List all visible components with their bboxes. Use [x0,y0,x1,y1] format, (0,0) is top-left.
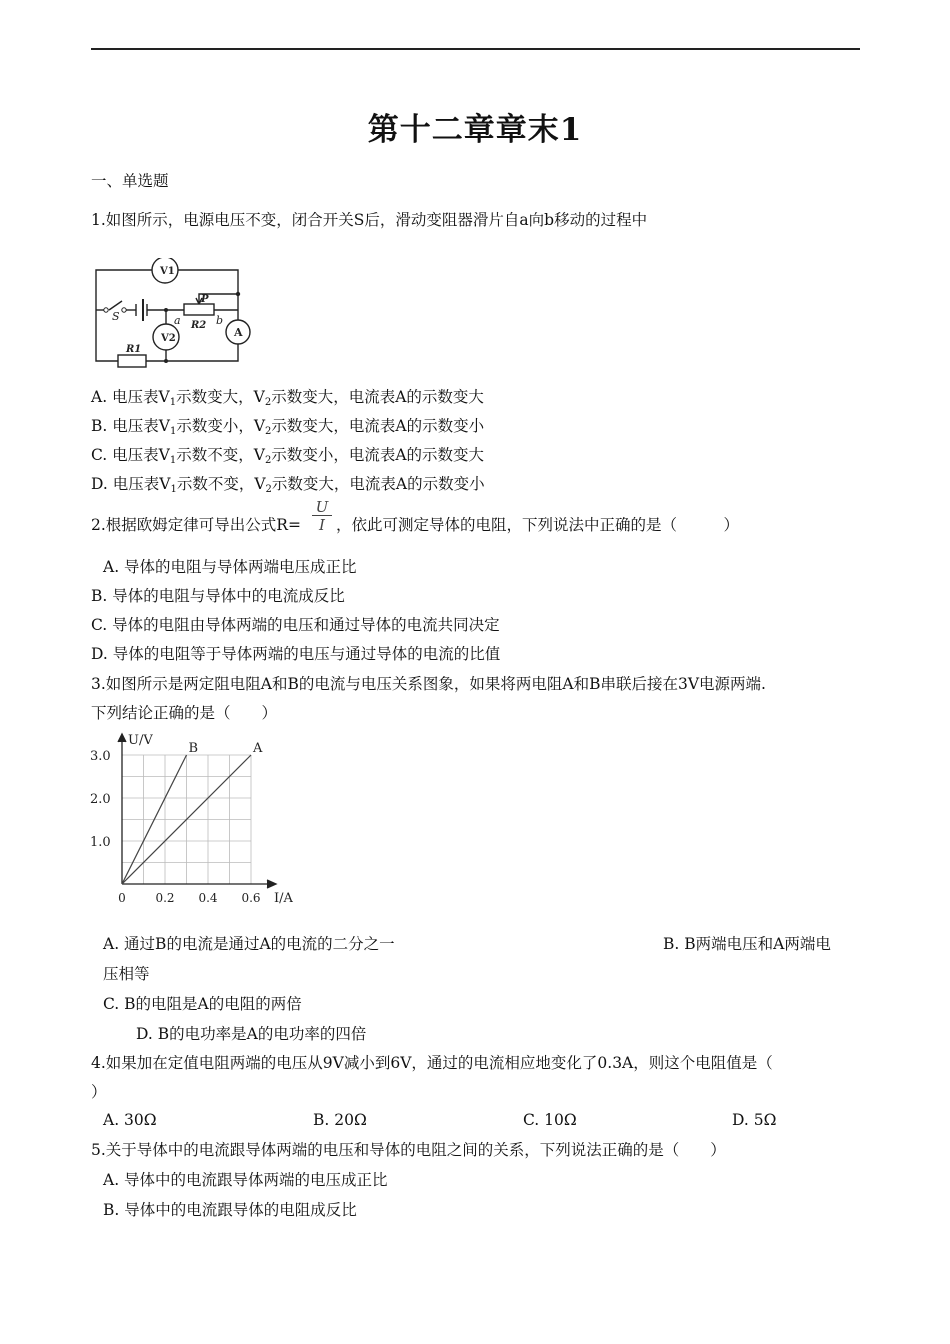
terminal-b-label: b [216,314,224,327]
question-2-stem-start: 2.根据欧姆定律可导出公式R= [91,516,301,534]
page-title: 第十二章章末1 [367,112,583,148]
y-tick-label: 3.0 [90,749,111,764]
q3-option-a[interactable]: A. 通过B的电流是通过A的电流的二分之一 [103,935,395,953]
q2-option-d[interactable]: D. 导体的电阻等于导体两端的电压与通过导体的电流的比值 [91,645,501,663]
fraction-denominator: I [319,516,325,534]
v1-label: V1 [160,266,175,277]
v2-label: V2 [161,333,176,344]
q2-option-a[interactable]: A. 导体的电阻与导体两端电压成正比 [103,558,357,576]
y-tick-label: 1.0 [90,835,111,850]
r1-label: R1 [126,344,142,355]
q1-option-b[interactable]: B. 电压表$V_1$示数变小，$V_2$示数变大，电流表A的示数变小 [91,417,485,437]
section-heading: 一、单选题 [91,172,169,190]
series-label-b: B [188,741,199,756]
question-3-stem-line2: 下列结论正确的是（ ） [91,704,278,722]
q4-option-c[interactable]: C. 10Ω [523,1111,577,1129]
q1-option-d[interactable]: D. 电压表$V_1$示数不变，$V_2$示数变大，电流表A的示数变小 [91,475,485,495]
r2-label: R2 [191,320,207,331]
question-5-stem: 5.关于导体中的电流跟导体两端的电压和导体的电阻之间的关系，下列说法正确的是（ ） [91,1141,726,1159]
circuit-diagram [88,258,273,370]
current-voltage-chart [86,728,316,910]
q4-option-a[interactable]: A. 30Ω [103,1111,157,1129]
question-2-stem-end: ，依此可测定导体的电阻，下列说法中正确的是（ ） [336,516,740,534]
y-tick-label: 2.0 [90,792,111,807]
formula-fraction [312,498,332,533]
q4-option-d[interactable]: D. 5Ω [732,1111,777,1129]
header-rule [91,48,860,50]
q3-option-d[interactable]: D. B的电功率是A的电功率的四倍 [136,1025,367,1043]
q3-option-c[interactable]: C. B的电阻是A的电阻的两倍 [103,995,302,1013]
q1-option-a[interactable]: A. 电压表$V_1$示数变大，$V_2$示数变大，电流表A的示数变大 [91,388,484,408]
ammeter-label: A [234,326,243,339]
y-axis-label: U/V [128,733,153,748]
q3-option-b-line2[interactable]: 压相等 [103,965,150,983]
x-tick-label: 0 [118,891,126,905]
x-tick-label: 0.6 [241,891,261,905]
q2-option-b[interactable]: B. 导体的电阻与导体中的电流成反比 [91,587,345,605]
q5-option-a[interactable]: A. 导体中的电流跟导体两端的电压成正比 [103,1171,388,1189]
question-4-stem-line1: 4.如果加在定值电阻两端的电压从9V减小到6V，通过的电流相应地变化了0.3A，则这个电阻值是（ [91,1054,773,1072]
q3-option-b-line1[interactable]: B. B两端电压和A两端电 [663,935,831,953]
x-axis-label: I/A [274,891,293,906]
terminal-a-label: a [174,314,181,327]
resistor-r1-icon [118,355,146,367]
q4-option-b[interactable]: B. 20Ω [313,1111,367,1129]
slider-label: P [201,294,209,305]
q2-option-c[interactable]: C. 导体的电阻由导体两端的电压和通过导体的电流共同决定 [91,616,500,634]
fraction-numerator: U [312,498,332,516]
question-1-stem: 1.如图所示，电源电压不变，闭合开关S后，滑动变阻器滑片自a向b移动的过程中 [91,211,648,229]
question-3-stem-line1: 3.如图所示是两定阻电阻A和B的电流与电压关系图象，如果将两电阻A和B串联后接在3V电源两端. [91,675,766,693]
question-4-stem-line2: ） [91,1083,107,1101]
series-label-a: A [253,741,263,756]
x-tick-label: 0.4 [198,891,218,905]
q1-option-c[interactable]: C. 电压表$V_1$示数不变，$V_2$示数变小，电流表A的示数变大 [91,446,485,466]
q5-option-b[interactable]: B. 导体中的电流跟导体的电阻成反比 [103,1201,357,1219]
x-tick-label: 0.2 [155,891,175,905]
switch-label: S [112,310,120,323]
